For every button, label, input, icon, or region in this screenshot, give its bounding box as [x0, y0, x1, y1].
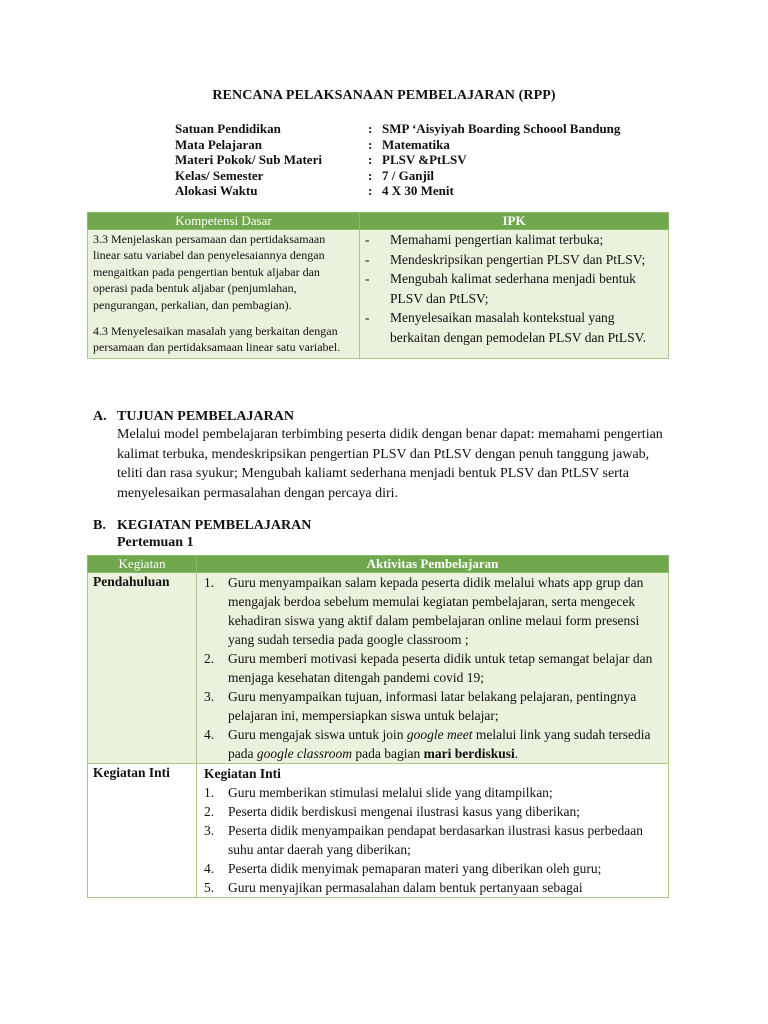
row-label: Pendahuluan	[88, 573, 197, 764]
row-content	[197, 573, 669, 764]
list-item	[204, 783, 662, 802]
info-label: Mata Pelajaran	[175, 136, 263, 152]
item-number: 1.	[204, 785, 215, 800]
item-text: Guru memberi motivasi kepada peserta didik untuk tetap semangat belajar dan menjaga kesehatan ditengah pandemi covid 19;	[228, 651, 653, 685]
activity-table	[87, 555, 669, 898]
section-learning-objectives	[93, 409, 673, 503]
item-number: 4.	[204, 727, 215, 742]
row-content	[197, 764, 669, 898]
section-heading	[93, 518, 673, 534]
ipk-cell	[360, 230, 669, 359]
item-text: Peserta didik menyampaikan pendapat berdasarkan ilustrasi kasus perbedaan suhu antar daerah yang diberikan;	[228, 823, 643, 857]
info-value: PLSV &PtLSV	[382, 152, 467, 167]
competency-table	[87, 212, 669, 359]
info-value: 4 X 30 Menit	[382, 183, 454, 198]
info-label: Alokasi Waktu	[175, 183, 258, 198]
google-meet-text: google meet	[406, 727, 473, 742]
dash-marker: -	[365, 232, 370, 247]
text-run: melalui link yang sudah tersedia pada	[228, 727, 651, 761]
item-number: 2.	[204, 804, 215, 819]
ipk-text: Memahami pengertian kalimat terbuka;	[390, 232, 604, 247]
row-subtitle: Kegiatan Inti	[204, 766, 281, 781]
list-item	[204, 649, 662, 687]
meeting-label: Pertemuan 1	[117, 535, 194, 550]
text-run: pada bagian	[351, 746, 424, 761]
section-title: TUJUAN PEMBELAJARAN	[117, 409, 294, 424]
section-letter: B.	[93, 518, 106, 533]
kd-cell	[88, 230, 360, 359]
list-item	[204, 802, 662, 821]
info-row-class	[175, 168, 620, 184]
item-number: 4.	[204, 861, 215, 876]
info-row-subject	[175, 137, 620, 153]
list-item	[204, 859, 662, 878]
item-number: 1.	[204, 575, 215, 590]
info-label: Satuan Pendidikan	[175, 121, 281, 136]
info-row-material	[175, 152, 620, 168]
section-learning-activities	[93, 518, 673, 552]
info-separator: :	[368, 121, 373, 136]
text-run: Guru mengajak siswa untuk join	[228, 727, 407, 742]
info-value: Matematika	[382, 136, 450, 152]
kd-3-3: 3.3 Menjelaskan persamaan dan pertidaksamaan linear satu variabel dan penyelesaiannya dengan mengaitkan pada pengertian bentuk aljabar dan operasi pada bentuk aljabar (penjumlahan, pengurangan, perkalian, dan pembagian).	[93, 232, 326, 312]
text-run: .	[514, 746, 519, 761]
ipk-item	[365, 230, 664, 250]
mari-berdiskusi-text: mari berdiskusi	[423, 746, 515, 761]
info-label: Kelas/ Semester	[175, 167, 264, 183]
info-separator: :	[368, 183, 373, 198]
item-number: 5.	[204, 880, 215, 895]
item-text: Peserta didik menyimak pemaparan materi yang diberikan oleh guru;	[228, 861, 602, 876]
list-item	[204, 821, 662, 859]
item-text: Guru menyampaikan salam kepada peserta didik melalui whats app grup dan mengajak berdoa sebelum memulai kegiatan pembelajaran, serta mengecek kehadiran siswa yang aktif dalam pembelajaran online melaui form presensi yang sudah tersedia pada google classroom ;	[228, 575, 644, 647]
ipk-header: IPK	[360, 213, 669, 230]
info-label: Materi Pokok/ Sub Materi	[175, 152, 322, 167]
info-value: 7 / Ganjil	[382, 167, 435, 183]
ipk-text: Mengubah kalimat sederhana menjadi bentuk PLSV dan PtLSV;	[390, 271, 636, 306]
item-text: Guru memberikan stimulasi melalui slide yang ditampilkan;	[228, 785, 553, 800]
item-text: Guru menyajikan permasalahan dalam bentuk pertanyaan sebagai	[228, 880, 583, 895]
section-letter: A.	[93, 409, 107, 424]
item-text: Guru menyampaikan tujuan, informasi latar belakang pelajaran, pentingnya pelajaran ini, mempersiapkan siswa untuk belajar;	[228, 689, 637, 723]
dash-marker: -	[365, 251, 370, 267]
item-text	[228, 725, 662, 763]
item-text: Peserta didik berdiskusi mengenai ilustrasi kasus yang diberikan;	[228, 804, 581, 819]
item-number: 3.	[204, 823, 215, 838]
kd-4-3: 4.3 Menyelesaikan masalah yang berkaitan dengan persamaan dan pertidaksamaan linear satu variabel.	[93, 324, 341, 355]
list-item	[204, 725, 662, 763]
google-classroom-text: google classroom	[256, 746, 352, 761]
ipk-text: Menyelesaikan masalah kontekstual yang berkaitan dengan pemodelan PLSV dan PtLSV.	[390, 310, 646, 345]
item-number: 3.	[204, 689, 215, 704]
section-title: KEGIATAN PEMBELAJARAN	[117, 518, 312, 533]
ipk-item	[365, 308, 664, 347]
list-item	[204, 573, 662, 649]
table-row	[88, 573, 669, 764]
info-separator: :	[368, 152, 373, 167]
info-separator: :	[368, 136, 373, 152]
info-value: SMP ‘Aisyiyah Boarding Schoool Bandung	[382, 121, 621, 136]
info-row-time	[175, 183, 620, 199]
section-body: Melalui model pembelajaran terbimbing peserta didik dengan benar dapat: memahami pengertian kalimat terbuka, mendeskripsikan pengertian PLSV dan PtLSV dengan penuh tanggung jawab, teliti dan rasa syukur; Mengubah kaliamt sederhana menjadi bentuk PLSV dan PtLSV serta menyelesaikan permasalahan dengan percaya diri.	[117, 427, 663, 501]
ipk-item	[365, 250, 664, 270]
identity-block	[175, 121, 620, 199]
section-heading	[93, 409, 673, 425]
table-row	[88, 764, 669, 898]
activity-col-header: Kegiatan	[88, 556, 197, 573]
info-separator: :	[368, 167, 373, 183]
kd-header: Kompetensi Dasar	[88, 213, 360, 230]
ipk-text: Mendeskripsikan pengertian PLSV dan PtLSV;	[390, 251, 646, 267]
info-row-school	[175, 121, 620, 137]
row-label: Kegiatan Inti	[88, 764, 197, 898]
item-number: 2.	[204, 651, 215, 666]
list-item	[204, 878, 662, 897]
dash-marker: -	[365, 310, 370, 325]
list-item	[204, 687, 662, 725]
activity-col-header: Aktivitas Pembelajaran	[197, 556, 669, 573]
ipk-item	[365, 269, 664, 308]
dash-marker: -	[365, 271, 370, 286]
document-title: RENCANA PELAKSANAAN PEMBELAJARAN (RPP)	[212, 88, 556, 103]
